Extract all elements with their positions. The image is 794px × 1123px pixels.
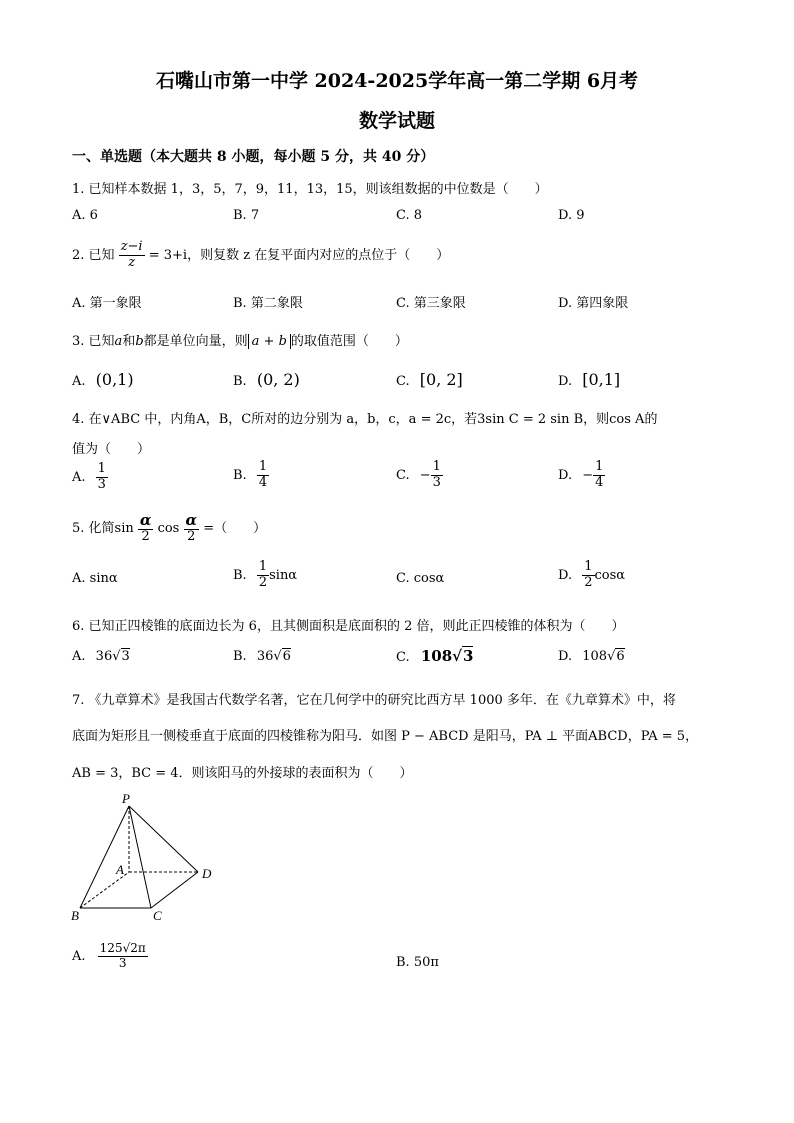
q7-option-a xyxy=(72,942,148,971)
q3-d-value: [0,1] xyxy=(582,370,621,389)
question-7-line-2: 底面为矩形且一侧棱垂直于底面的四棱锥称为阳马．如图 P − ABCD 是阳马，PA ⊥ 平面ABCD，PA = 5， xyxy=(72,729,699,744)
q5-b-num: 1 xyxy=(258,559,268,574)
q5-den-2: 2 xyxy=(187,529,196,545)
label-a: A xyxy=(116,862,124,877)
q1-option-d: D. 9 xyxy=(558,208,585,223)
label-d: D xyxy=(202,866,212,881)
exam-title: 石嘴山市第一中学 2024-2025学年高一第二学期 6月考 xyxy=(155,70,639,92)
q3-a-label: A. xyxy=(72,374,86,389)
q4-d-label: D. xyxy=(558,467,573,483)
q6-a-radicand: 3 xyxy=(121,649,130,664)
pyramid-figure xyxy=(66,790,226,925)
q5-num-2: α xyxy=(185,511,198,529)
q2-option-a: A. 第一象限 xyxy=(72,296,142,311)
q4-b-num: 1 xyxy=(258,459,268,474)
q3-b-value: (0, 2) xyxy=(256,370,300,389)
q5-b-label: B. xyxy=(233,567,247,583)
q6-c-label: C. xyxy=(396,650,410,665)
q3-option-b xyxy=(233,370,300,389)
q5-suffix: =（ ） xyxy=(203,521,267,537)
q6-option-b: B. 36√6 xyxy=(233,649,291,664)
edge-pd xyxy=(129,806,198,872)
q7-a-label: A. xyxy=(72,948,86,964)
q4-b-den: 4 xyxy=(258,474,268,490)
q4-c-sign: − xyxy=(419,467,431,483)
q1-option-a: A. 6 xyxy=(72,208,98,223)
q1-option-b: B. 7 xyxy=(233,208,260,223)
label-p: P xyxy=(122,791,130,806)
question-7-line-1: 7. 《九章算术》是我国古代数学名著，它在几何学中的研究比西方早 1000 多年．在《九章算术》中，将 xyxy=(72,693,676,708)
q3-option-a xyxy=(72,370,134,389)
question-5-stem xyxy=(72,512,266,545)
q6-d-radicand: 6 xyxy=(616,649,625,664)
q5-prefix: 5. 化简sin xyxy=(72,521,134,537)
q6-d-label: D. xyxy=(558,649,573,664)
edge-ba xyxy=(80,872,129,908)
section-heading: 一、单选题（本大题共 8 小题，每小题 5 分，共 40 分） xyxy=(72,149,435,165)
q3-d-label: D. xyxy=(558,374,573,389)
edge-cd xyxy=(151,872,198,908)
q4-option-c xyxy=(396,460,443,491)
exam-subtitle: 数学试题 xyxy=(358,110,435,132)
q7-option-b: B. 50π xyxy=(396,955,439,970)
q5-option-c: C. cosα xyxy=(396,571,445,586)
question-7-line-3: AB = 3，BC = 4．则该阳马的外接球的表面积为（ ） xyxy=(72,766,413,781)
q5-num-1: α xyxy=(139,511,152,529)
q6-b-radicand: 6 xyxy=(282,649,291,664)
q5-b-den: 2 xyxy=(258,574,268,590)
question-4-line-2: 值为（ ） xyxy=(72,442,151,457)
q4-d-den: 4 xyxy=(595,474,604,490)
q2-frac-num: z−i xyxy=(120,239,143,254)
q4-option-b xyxy=(233,460,269,491)
q6-a-label: A. xyxy=(72,649,86,664)
q6-b-label: B. xyxy=(233,649,247,664)
q4-a-num: 1 xyxy=(97,461,106,476)
q5-cos: cos xyxy=(157,521,180,537)
q2-option-b: B. 第二象限 xyxy=(233,296,303,311)
q5-option-b xyxy=(233,560,297,591)
q3-mid: 和 xyxy=(122,334,136,349)
q3-b-label: B. xyxy=(233,374,247,389)
q6-d-coef: 108 xyxy=(582,649,608,664)
q5-option-d xyxy=(558,560,625,591)
q5-d-den: 2 xyxy=(584,574,593,590)
q6-b-coef: 36 xyxy=(256,649,274,664)
q2-prefix: 2. 已知 xyxy=(72,247,115,263)
q2-option-d: D. 第四象限 xyxy=(558,296,629,311)
question-4-line-1: 4. 在∨ABC 中，内角A，B，C所对的边分别为 a，b，c，a = 2c，若3sin C = 2 sin B，则cos A的 xyxy=(72,412,658,427)
q7-a-num: 125√2π xyxy=(99,941,146,955)
q3-option-c xyxy=(396,370,463,389)
q5-option-a: A. sinα xyxy=(72,571,118,586)
q2-suffix: ，则复数 z 在复平面内对应的点位于（ ） xyxy=(187,247,450,263)
q6-option-d: D. 108√6 xyxy=(558,649,625,664)
q2-option-c: C. 第三象限 xyxy=(396,296,466,311)
q5-den-1: 2 xyxy=(141,529,150,545)
q7-a-den: 3 xyxy=(118,955,127,970)
q4-b-label: B. xyxy=(233,467,247,483)
q4-a-den: 3 xyxy=(97,476,106,492)
q3-c-label: C. xyxy=(396,374,410,389)
q6-option-c: C. 108√3 xyxy=(396,647,474,665)
q3-prefix: 3. 已知 xyxy=(72,334,115,349)
question-2-stem xyxy=(72,240,449,271)
q2-fraction xyxy=(119,240,145,271)
question-1-stem: 1. 已知样本数据 1，3，5，7，9，11，13，15，则该组数据的中位数是（ ） xyxy=(72,182,548,197)
q5-b-tail: sinα xyxy=(269,567,298,583)
q5-d-num: 1 xyxy=(584,559,593,574)
q1-option-c: C. 8 xyxy=(396,208,423,223)
q3-suffix: 的取值范围（ ） xyxy=(290,334,408,349)
q3-abs-expression: a + b xyxy=(248,334,291,349)
q4-c-num: 1 xyxy=(432,459,441,474)
q3-c-value: [0, 2] xyxy=(419,370,463,389)
q4-option-d xyxy=(558,460,605,491)
q5-d-tail: cosα xyxy=(594,567,626,583)
q3-vector-b: b xyxy=(135,334,144,349)
q6-c-radicand: 3 xyxy=(463,647,474,665)
q6-option-a: A. 36√3 xyxy=(72,649,130,664)
q2-equation: = 3+i xyxy=(148,247,188,263)
q2-frac-den: z xyxy=(128,254,136,270)
q3-mid2: 都是单位向量，则 xyxy=(143,334,248,349)
q4-c-den: 3 xyxy=(432,474,441,490)
question-6-stem: 6. 已知正四棱锥的底面边长为 6，且其侧面积是底面积的 2 倍，则此正四棱锥的体积为（ ） xyxy=(72,619,625,634)
q4-d-sign: − xyxy=(582,467,594,483)
label-b: B xyxy=(71,908,79,923)
q4-option-a xyxy=(72,462,108,493)
q4-a-label: A. xyxy=(72,469,86,485)
label-c: C xyxy=(153,908,162,923)
q3-option-d xyxy=(558,370,620,389)
q6-a-coef: 36 xyxy=(95,649,113,664)
edge-pb xyxy=(80,806,129,908)
q4-c-label: C. xyxy=(396,467,410,483)
q5-d-label: D. xyxy=(558,567,573,583)
q6-c-coef: 108 xyxy=(420,647,453,665)
edge-pc xyxy=(129,806,151,908)
question-3-stem xyxy=(72,330,408,349)
q3-a-value: (0,1) xyxy=(95,370,134,389)
q4-d-num: 1 xyxy=(595,459,604,474)
q3-vector-a: a xyxy=(114,334,123,349)
